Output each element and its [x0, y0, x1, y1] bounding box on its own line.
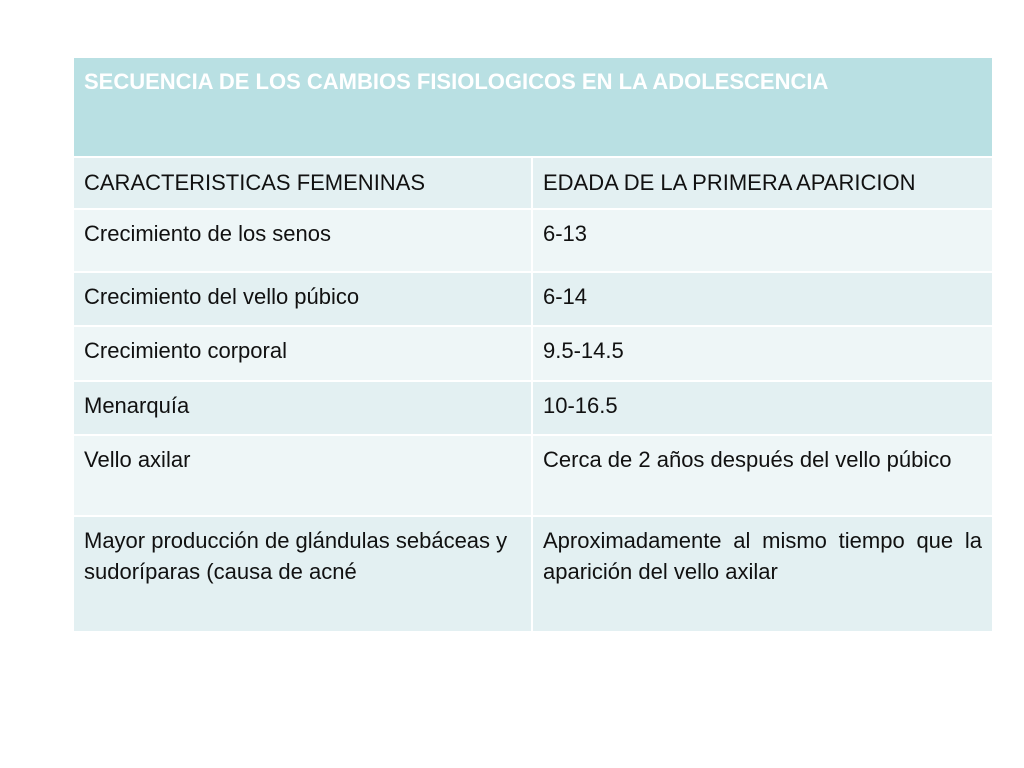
table-row [73, 326, 993, 381]
characteristic-cell: Crecimiento corporal [73, 326, 532, 381]
table-row [73, 209, 993, 272]
column-header-characteristics: CARACTERISTICAS FEMENINAS [73, 157, 532, 209]
column-header-age: EDADA DE LA PRIMERA APARICION [532, 157, 993, 209]
table-row [73, 272, 993, 326]
characteristic-cell: Vello axilar [73, 435, 532, 516]
physiological-changes-table [72, 56, 994, 633]
characteristic-cell: Mayor producción de glándulas sebáceas y sudoríparas (causa de acné [73, 516, 532, 632]
age-cell: Cerca de 2 años después del vello púbico [532, 435, 993, 516]
table-row [73, 435, 993, 516]
age-cell: 9.5-14.5 [532, 326, 993, 381]
characteristic-cell: Crecimiento del vello púbico [73, 272, 532, 326]
table-title-row [73, 57, 993, 157]
age-cell: 6-13 [532, 209, 993, 272]
table-row [73, 516, 993, 632]
age-cell: 10-16.5 [532, 381, 993, 435]
characteristic-cell: Menarquía [73, 381, 532, 435]
characteristic-cell: Crecimiento de los senos [73, 209, 532, 272]
age-cell: 6-14 [532, 272, 993, 326]
age-cell: Aproximadamente al mismo tiempo que la aparición del vello axilar [532, 516, 993, 632]
table-title: SECUENCIA DE LOS CAMBIOS FISIOLOGICOS EN LA ADOLESCENCIA [73, 57, 993, 157]
table-container [72, 56, 992, 633]
table-row [73, 381, 993, 435]
table-header-row [73, 157, 993, 209]
